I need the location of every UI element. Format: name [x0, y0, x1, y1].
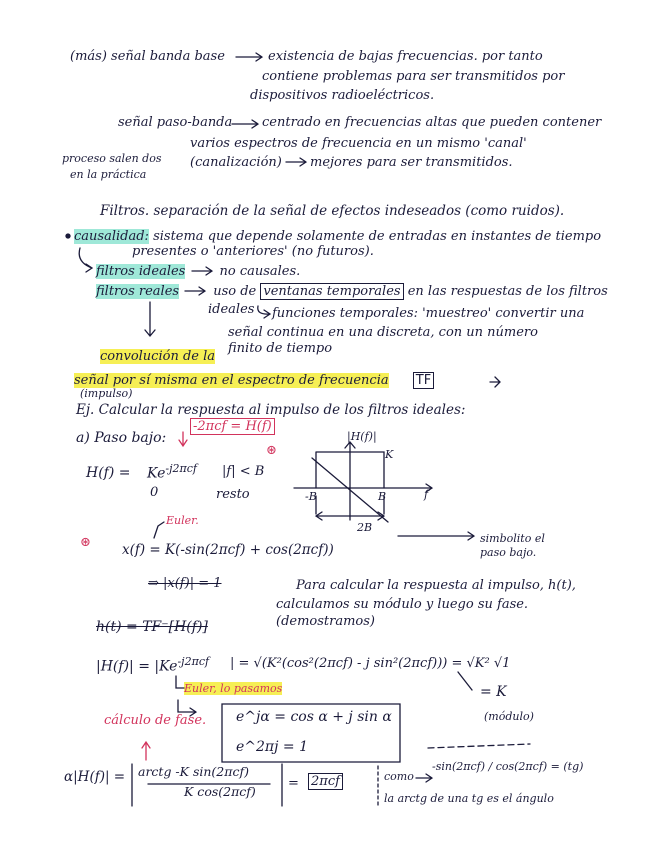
formula: 0 — [150, 485, 159, 500]
note-line: cálculo de fase. — [104, 713, 207, 728]
formula: x(f) = K(-sin(2πcf) + cos(2πcf)) — [122, 542, 334, 558]
highlighted-term: convolución de la — [100, 349, 216, 364]
note-text: uso de — [213, 284, 257, 299]
note-line: paso bajo. — [480, 546, 537, 559]
note-line: señal paso-banda — [118, 115, 233, 130]
boxed-formula: -2πcf = H(f) — [190, 418, 275, 435]
side-note: proceso salen dos — [62, 152, 162, 165]
highlighted-term: causalidad: — [74, 229, 149, 244]
formula-exponent: -j2πcf — [165, 462, 197, 475]
note-line: funciones temporales: 'muestreo' convertir una — [272, 306, 585, 321]
formula-term: |H(f)| = |Ke — [96, 658, 178, 675]
note-line: mejores para ser transmitidos. — [310, 155, 513, 170]
graph-plus-b: B — [378, 490, 387, 503]
note-line: (impulso) — [80, 387, 133, 400]
formula: = — [288, 776, 299, 791]
note-line: presentes o 'anteriores' (no futuros). — [132, 244, 374, 259]
exercise-title: Ej. Calcular la respuesta al impulso de los filtros ideales: — [76, 402, 466, 418]
note-line: Euler. — [166, 514, 199, 527]
exercise-label: a) Paso bajo: — [76, 430, 167, 446]
note-line: varios espectros de frecuencia en un mismo 'canal' — [190, 136, 527, 151]
formula: -sin(2πcf) / cos(2πcf) = (tg) — [432, 760, 584, 773]
formula: α|H(f)| = — [64, 769, 126, 785]
section-heading: Filtros. separación de la señal de efectos indeseados (como ruidos). — [100, 203, 565, 219]
formula: e^2πj = 1 — [236, 739, 309, 755]
note-text: no causales. — [219, 264, 301, 279]
note-line: Para calcular la respuesta al impulso, h(t), — [296, 578, 576, 593]
graph-k-label: K — [385, 448, 394, 461]
formula-exponent: -j2πcf — [177, 655, 210, 668]
note-text: en las respuestas de los filtros — [407, 284, 608, 299]
note-line: contiene problemas para ser transmitidos por — [262, 69, 565, 84]
formula: resto — [216, 487, 250, 502]
boxed-term: TF — [413, 372, 434, 389]
note-line: señal continua en una discreta, con un número — [228, 325, 538, 340]
note-line: finito de tiempo — [228, 341, 333, 356]
boxed-term: ventanas temporales — [260, 283, 403, 300]
note-text: sistema que depende solamente de entradas en instantes de tiempo — [153, 229, 602, 244]
boxed-formula: 2πcf — [308, 773, 343, 790]
formula: arctg -K sin(2πcf) — [138, 764, 249, 779]
formula: K cos(2πcf) — [184, 784, 256, 799]
formula: | = √(K²(cos²(2πcf) - j sin²(2πcf))) = √K² √1 — [230, 656, 511, 671]
highlighted-term: filtros reales — [96, 284, 180, 299]
circle-mark: ⊛ — [80, 535, 91, 550]
highlighted-term: Euler, lo pasamos — [184, 682, 283, 695]
graph-f-label: f — [424, 488, 429, 501]
formula: H(f) = — [86, 465, 131, 481]
note-line: dispositivos radioeléctricos. — [250, 88, 435, 103]
note-line: (demostramos) — [276, 614, 375, 629]
formula-term: Ke — [147, 465, 166, 482]
note-line: centrado en frecuencias altas que pueden contener — [262, 115, 602, 130]
note-line: la arctg de una tg es el ángulo — [384, 792, 554, 805]
highlighted-term: señal por sí misma en el espectro de frecuencia — [74, 373, 389, 388]
note-line: existencia de bajas frecuencias. por tanto — [268, 49, 543, 64]
highlighted-term: filtros ideales — [96, 264, 186, 279]
note-line: simbolito el — [480, 532, 545, 545]
circle-mark: ⊛ — [266, 443, 277, 458]
note-line: ideales — [208, 302, 255, 317]
graph-y-label: |H(f)| — [347, 430, 377, 443]
note-line: (canalización) — [190, 155, 282, 170]
formula: h(t) = TF⁻[H(f)] — [96, 619, 208, 635]
note-line: como — [384, 770, 414, 783]
side-note: en la práctica — [70, 168, 147, 181]
note-line: (más) señal banda base — [70, 49, 225, 64]
formula: e^jα = cos α + j sin α — [236, 709, 392, 725]
graph-minus-b: -B — [305, 490, 317, 503]
formula: |f| < B — [222, 464, 265, 479]
graph-width-label: 2B — [357, 521, 373, 534]
note-line: (módulo) — [484, 710, 534, 723]
formula: ⇒ |x(f)| = 1 — [148, 576, 222, 591]
formula: = K — [480, 684, 507, 700]
note-line: calculamos su módulo y luego su fase. — [276, 597, 529, 612]
